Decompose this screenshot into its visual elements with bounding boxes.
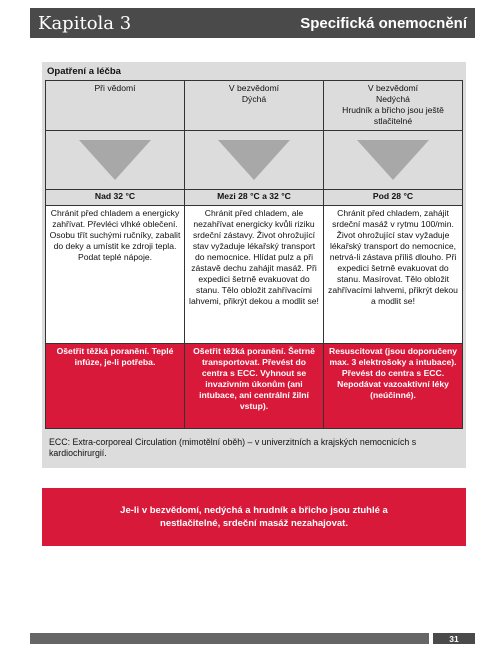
temp-cell-1: Nad 32 °C: [46, 190, 185, 206]
page-footer: [30, 633, 475, 644]
table-row-condition: [46, 81, 463, 131]
temp-cell-3: Pod 28 °C: [324, 190, 463, 206]
warning-cell-2: Ošetřit těžká poranění. Šetrně transportovat. Převést do centra s ECC. Vyhnout se invazivním úkonům (ani intubace, ani centrální žilní vstup).: [185, 344, 324, 429]
condition-cell-1: Při vědomí: [46, 81, 185, 131]
treatment-table: [45, 80, 463, 429]
treatment-cell-1: Chránit před chladem a energicky zahřívat. Převléci vlhké oblečení. Osobu třít suchými ručníky, zabalit do deky a umístit ke zdroji tepla. Podat teplé nápoje.: [46, 206, 185, 344]
down-arrow-icon: [357, 140, 429, 180]
treatment-table-box: [42, 62, 466, 468]
alert-box: [42, 488, 466, 546]
down-arrow-icon: [79, 140, 151, 180]
chapter-label: Kapitola 3: [38, 12, 132, 34]
table-row-temperature: [46, 190, 463, 206]
page-number: 31: [433, 633, 475, 644]
alert-text: Je-li v bezvědomí, nedýchá a hrudník a břicho jsou ztuhlé a nestlačitelné, srdeční masáž nezahajovat.: [120, 505, 388, 529]
page-header: [30, 8, 475, 38]
temp-cell-2: Mezi 28 °C a 32 °C: [185, 190, 324, 206]
chapter-title: Specifická onemocnění: [300, 14, 467, 32]
warning-cell-3: Resuscitovat (jsou doporučeny max. 3 elektrošoky a intubace). Převést do centra s ECC. Nepodávat vazoaktivní léky (neúčinné).: [324, 344, 463, 429]
down-arrow-icon: [218, 140, 290, 180]
table-title: Opatření a léčba: [47, 66, 121, 77]
table-row-warning: [46, 344, 463, 429]
treatment-cell-2: Chránit před chladem, ale nezahřívat energicky kvůli riziku srdeční zástavy. Život ohrožující stav vyžaduje lékařský transport do nemocnice. Hlídat pulz a při zástavě dechu zahájit masáž. Při expedici šetrně evakuovat do stanu. Tělo obložit zahřívacími lahvemi, přikrýt dekou a modlit se!: [185, 206, 324, 344]
ecc-footnote: ECC: Extra-corporeal Circulation (mimotělní oběh) – v univerzitních a krajských nemocnicích s kardiochirurgií.: [49, 437, 417, 458]
condition-cell-2: V bezvědomí Dýchá: [185, 81, 324, 131]
treatment-cell-3: Chránit před chladem, zahájit srdeční masáž v rytmu 100/min. Život ohrožující stav vyžaduje lékařský transport do nemocnice, netrvá-li zástava příliš dlouho. Při expedici šetrně evakuovat do stanu. Masírovat. Tělo obložit zahřívacími lahvemi, přikrýt dekou a modlit se!: [324, 206, 463, 344]
condition-cell-3: V bezvědomí Nedýchá Hrudník a břicho jsou ještě stlačitelné: [324, 81, 463, 131]
warning-cell-1: Ošetřit těžká poranění. Teplé infúze, je-li potřeba.: [46, 344, 185, 429]
table-row-arrows: [46, 131, 463, 190]
table-row-treatment: [46, 206, 463, 344]
